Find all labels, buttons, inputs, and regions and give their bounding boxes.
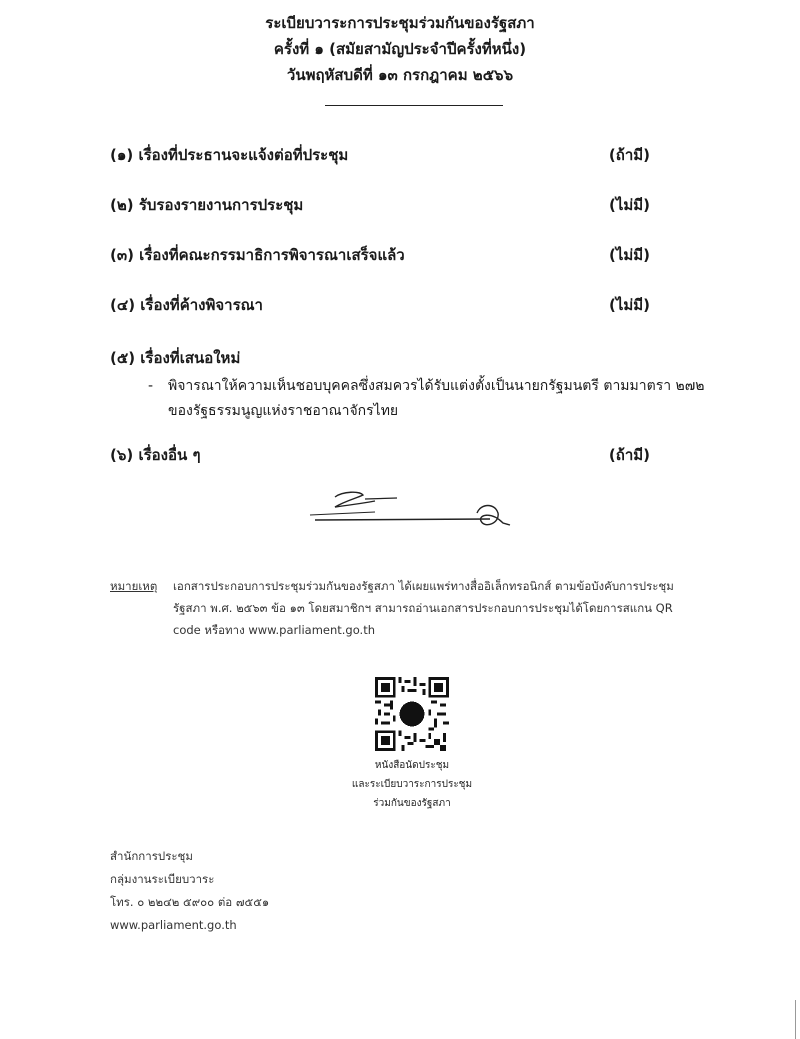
qr-caption xyxy=(320,756,504,813)
bullet-dash: - xyxy=(148,378,154,394)
document-header xyxy=(0,10,800,88)
agenda-item-3 xyxy=(110,243,650,269)
qr-caption-line-3: ร่วมกันของรัฐสภา xyxy=(373,798,451,809)
scan-edge-mark xyxy=(795,1000,796,1039)
agenda-item-1 xyxy=(110,143,650,169)
agenda-item-label: (๖) เรื่องอื่น ๆ xyxy=(110,446,201,464)
header-divider xyxy=(325,105,503,106)
agenda-item-status: (ไม่มี) xyxy=(608,196,650,214)
note-line-1: เอกสารประกอบการประชุมร่วมกันของรัฐสภา ได้เผยแพร่ทางสื่ออิเล็กทรอนิกส์ ตามข้อบังคับการประชุม xyxy=(173,579,674,593)
agenda-item-label: (๒) รับรองรายงานการประชุม xyxy=(110,196,304,214)
qr-caption-line-2: และระเบียบวาระการประชุม xyxy=(351,779,473,790)
note-line-2: รัฐสภา พ.ศ. ๒๕๖๓ ข้อ ๑๓ โดยสมาชิกฯ สามารถอ่านเอกสารประกอบการประชุมได้โดยการสแกน QR xyxy=(173,601,673,615)
document-title: ระเบียบวาระการประชุมร่วมกันของรัฐสภา xyxy=(265,14,535,32)
new-matter-text: พิจารณาให้ความเห็นชอบบุคคลซึ่งสมควรได้รับแต่งตั้งเป็นนายกรัฐมนตรี ตามมาตรา ๒๗๒ xyxy=(168,378,705,394)
agenda-item-5 xyxy=(110,346,650,372)
office-phone: โทร. ๐ ๒๒๔๒ ๕๙๐๐ ต่อ ๗๕๕๑ xyxy=(110,895,270,909)
agenda-item-label: (๓) เรื่องที่คณะกรรมาธิการพิจารณาเสร็จแล้ว xyxy=(110,246,405,264)
agenda-item-label: (๑) เรื่องที่ประธานจะแจ้งต่อที่ประชุม xyxy=(110,146,349,164)
signature-image xyxy=(305,485,520,540)
agenda-item-status: (ถ้ามี) xyxy=(608,446,650,464)
note-text xyxy=(173,575,730,641)
agenda-item-status: (ไม่มี) xyxy=(608,296,650,314)
session-line: ครั้งที่ ๑ (สมัยสามัญประจำปีครั้งที่หนึ่ง) xyxy=(273,40,527,58)
new-matter-text-continued: ของรัฐธรรมนูญแห่งราชอาณาจักรไทย xyxy=(168,403,399,419)
note-label: หมายเหตุ xyxy=(110,579,158,593)
agenda-item-label: (๕) เรื่องที่เสนอใหม่ xyxy=(110,349,241,367)
qr-caption-line-1: หนังสือนัดประชุม xyxy=(374,760,450,771)
office-division: กลุ่มงานระเบียบวาระ xyxy=(110,872,215,886)
note-line-3: code หรือทาง www.parliament.go.th xyxy=(173,623,376,637)
agenda-item-6 xyxy=(110,443,650,469)
date-line: วันพฤหัสบดีที่ ๑๓ กรกฎาคม ๒๕๖๖ xyxy=(286,66,514,84)
agenda-item-status: (ถ้ามี) xyxy=(608,146,650,164)
agenda-item-2 xyxy=(110,193,650,219)
agenda-item-4 xyxy=(110,293,650,319)
office-name: สำนักการประชุม xyxy=(110,849,193,863)
office-website: www.parliament.go.th xyxy=(110,918,237,932)
office-contact-block xyxy=(110,845,269,937)
qr-code-image xyxy=(375,677,449,751)
agenda-item-label: (๔) เรื่องที่ค้างพิจารณา xyxy=(110,296,263,314)
agenda-item-status: (ไม่มี) xyxy=(608,246,650,264)
